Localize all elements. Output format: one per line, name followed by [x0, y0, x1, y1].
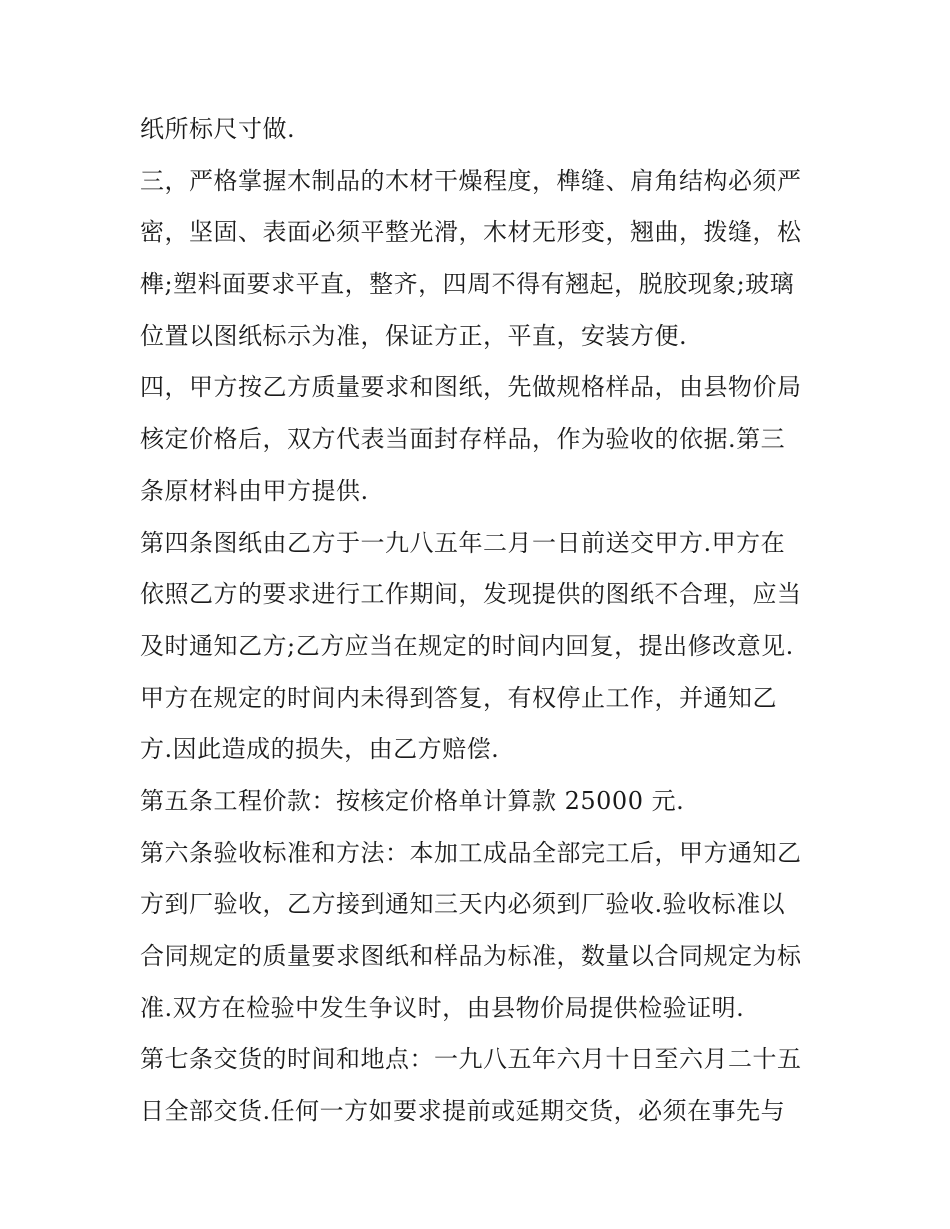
text-line: 核定价格后，双方代表当面封存样品，作为验收的依据.第三 [140, 425, 786, 454]
text-line: 纸所标尺寸做. [140, 115, 296, 143]
text-line: 位置以图纸标示为准，保证方正，平直，安装方便. [140, 321, 688, 350]
text-line: 日全部交货.任何一方如要求提前或延期交货，必须在事先与 [140, 1097, 786, 1126]
text-line: 密，坚固、表面必须平整光滑，木材无形变，翘曲，拨缝，松 [140, 218, 802, 247]
text-line: 条原材料由甲方提供. [140, 476, 369, 505]
text-line: 第七条交货的时间和地点：一九八五年六月十日至六月二十五 [140, 1045, 802, 1074]
text-line: 第六条验收标准和方法：本加工成品全部完工后，甲方通知乙 [140, 838, 802, 867]
text-line: 及时通知乙方;乙方应当在规定的时间内回复，提出修改意见. [140, 631, 794, 660]
text-line: 方.因此造成的损失，由乙方赔偿. [140, 735, 500, 764]
document-body [140, 104, 820, 1138]
text-line: 合同规定的质量要求图纸和样品为标准，数量以合同规定为标 [140, 942, 802, 970]
text-line: 方到厂验收，乙方接到通知三天内必须到厂验收.验收标准以 [140, 890, 786, 919]
text-line: 四，甲方按乙方质量要求和图纸，先做规格样品，由县物价局 [140, 373, 802, 402]
text-line: 第五条工程价款：按核定价格单计算款 25000 元. [140, 786, 685, 815]
text-line: 榫;塑料面要求平直，整齐，四周不得有翘起，脱胶现象;玻璃 [140, 270, 795, 299]
text-line: 甲方在规定的时间内未得到答复，有权停止工作，并通知乙 [140, 683, 777, 712]
text-line: 准.双方在检验中发生争议时，由县物价局提供检验证明. [140, 993, 745, 1022]
text-line: 第四条图纸由乙方于一九八五年二月一日前送交甲方.甲方在 [140, 528, 786, 557]
text-line: 依照乙方的要求进行工作期间，发现提供的图纸不合理，应当 [140, 580, 802, 609]
text-line: 三，严格掌握木制品的木材干燥程度，榫缝、肩角结构必须严 [140, 166, 802, 195]
